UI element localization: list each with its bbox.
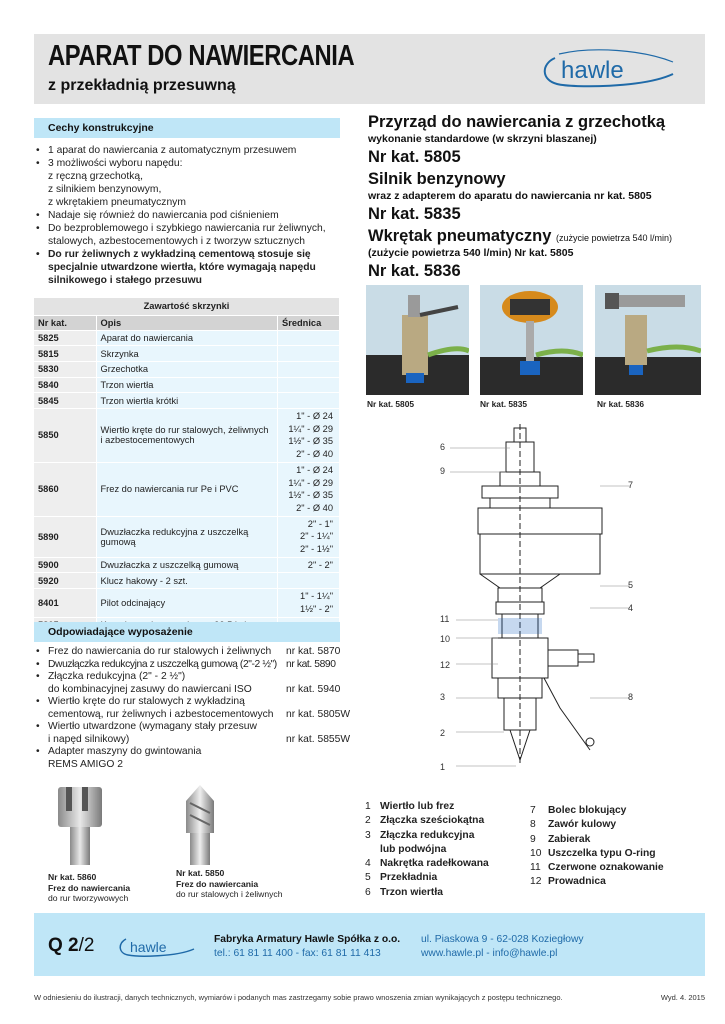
callout-label: 4 [628, 603, 634, 613]
part-name: Prowadnica [548, 876, 606, 888]
page-subtitle: z przekładnią przesuwną [48, 77, 236, 94]
cell-desc: Wiertło kręte do rur stalowych, żeliwnych i azbestocementowych [96, 409, 278, 463]
cell-desc: Trzon wiertła krótki [96, 393, 278, 409]
part-number: 1 [365, 801, 371, 812]
cutter-5860-image [52, 783, 108, 869]
part-number: 5 [365, 872, 371, 884]
list-item: • Dwuzłączka redukcyjna z uszczelką gumową (2"-2 ½") nr kat. 5890 [34, 659, 364, 672]
diameter-value: 1½" - 2" [300, 603, 333, 614]
cell-desc: Klucz hakowy - 2 szt. [96, 573, 278, 589]
callout-label: 1 [440, 762, 446, 772]
cell-nr: 5890 [34, 516, 96, 557]
list-item: • 3 możliwości wyboru napędu: [34, 157, 344, 170]
contents-table [34, 298, 340, 633]
variant-1-nr: Nr kat. 5805 [368, 148, 461, 166]
cell-diameter [278, 557, 340, 573]
cell-nr: 5845 [34, 393, 96, 409]
part-item [365, 814, 489, 828]
cell-desc: Frez do nawiercania rur Pe i PVC [96, 462, 278, 516]
cell-diameter [278, 361, 340, 377]
table-row [34, 330, 340, 346]
page-header [34, 34, 705, 104]
list-item: z ręczną grzechotką, [48, 171, 144, 182]
list-item: • Wiertło utwardzone (wymagany stały przesuw [34, 721, 364, 734]
technical-drawing [440, 420, 660, 800]
list-item: specjalnie utwardzone wiertła, które wymagają napędu [48, 262, 316, 273]
photo-caption: Nr kat. 5835 [480, 399, 528, 409]
part-number: 9 [530, 833, 536, 845]
variant-2-title: Silnik benzynowy [368, 170, 506, 188]
callout-label: 12 [440, 660, 451, 670]
part-number: 4 [365, 858, 371, 870]
list-item: do kombinacyjnej zasuwy do nawiercani ISO nr kat. 5940 [48, 683, 341, 695]
cell-diameter [278, 462, 340, 516]
list-item: • Nadaje się również do nawiercania pod ciśnieniem [34, 209, 344, 222]
cell-nr: 5860 [34, 462, 96, 516]
variant-3-note: (zużycie powietrza 540 l/min) [556, 233, 673, 243]
callout-label: 7 [628, 480, 634, 490]
cell-diameter [278, 330, 340, 346]
part-item [365, 843, 489, 857]
part-item [530, 861, 664, 875]
parts-list-right [530, 804, 664, 890]
part-name: Złączka sześciokątna [380, 815, 485, 827]
part-name: Zabierak [548, 833, 591, 845]
table-row [34, 557, 340, 573]
cell-desc: Trzon wiertła [96, 377, 278, 393]
variant-2-nr: Nr kat. 5835 [368, 205, 461, 223]
company-contact [214, 933, 400, 961]
part-number: 8 [530, 819, 536, 831]
column-header-desc: Opis [96, 315, 278, 330]
logo-text: hawle [561, 57, 624, 84]
diameter-value: 1" - Ø 24 [296, 411, 333, 422]
diameter-value: 1¼" - Ø 29 [288, 423, 333, 434]
company-web: www.hawle.pl - info@hawle.pl [421, 948, 558, 959]
part-number: 10 [530, 847, 542, 859]
table-row [34, 462, 340, 516]
table-row [34, 346, 340, 362]
company-phone: tel.: 61 81 11 400 - fax: 61 81 11 413 [214, 948, 381, 959]
cell-nr: 5830 [34, 361, 96, 377]
variant-1-title: Przyrząd do nawiercania z grzechotką [368, 113, 666, 131]
diameter-value: 1¼" - Ø 29 [288, 477, 333, 488]
callout-label: 10 [440, 634, 451, 644]
part-name: lub podwójna [380, 843, 447, 855]
part-number: 11 [530, 862, 541, 874]
list-item: • 1 aparat do nawiercania z automatycznym przesuwem [34, 144, 344, 157]
photo-caption: Nr kat. 5836 [597, 399, 645, 409]
hawle-logo [116, 931, 198, 961]
variant-1-subtitle: wykonanie standardowe (w skrzyni blaszanej) [368, 133, 597, 145]
part-item [365, 829, 489, 843]
footer [34, 913, 705, 976]
diameter-value: 2" - 2" [307, 559, 333, 570]
company-name: Fabryka Armatury Hawle Spółka z o.o. [214, 934, 401, 945]
part-number: 7 [530, 805, 536, 816]
cell-diameter [278, 516, 340, 557]
table-row [34, 589, 340, 617]
logo-text: hawle [130, 939, 167, 955]
cell-nr: 8401 [34, 589, 96, 617]
accessories-list [34, 646, 364, 771]
cell-nr: 5825 [34, 330, 96, 346]
photo-caption: Nr kat. 5805 [367, 399, 415, 409]
callout-label: 5 [628, 580, 634, 590]
diameter-value: 2" - Ø 40 [296, 449, 333, 460]
company-address: ul. Piaskowa 9 - 62-028 Koziegłowy www.hawle.pl - info@hawle.pl [421, 934, 584, 959]
list-item: • Do bezproblemowego i szybkiego nawiercania rur żeliwnych, [34, 222, 344, 235]
cell-nr: 5920 [34, 573, 96, 589]
part-item [365, 800, 489, 814]
cell-nr: 5815 [34, 346, 96, 362]
catalog-number: nr kat. 5855W [286, 733, 351, 745]
part-name: Czerwone oznakowanie [548, 862, 664, 874]
cell-desc: Aparat do nawiercania [96, 330, 278, 346]
column-header-diameter: Średnica [278, 315, 340, 330]
drill-5850-image [180, 783, 220, 869]
cell-desc: Dwuzłaczka z uszczelką gumową [96, 557, 278, 573]
part-name: Wiertło lub frez [380, 801, 455, 812]
catalog-number: nr kat. 5940 [286, 683, 341, 695]
table-row [34, 409, 340, 463]
list-item: z wkrętakiem pneumatycznym [48, 197, 186, 208]
part-number: 12 [530, 876, 542, 888]
diameter-value: 1" - 1¼" [300, 591, 333, 602]
variant-3-subtitle: (zużycie powietrza 540 l/min) Nr kat. 5805 [368, 247, 574, 259]
callout-label: 8 [628, 692, 634, 702]
table-row [34, 573, 340, 589]
part-item [530, 847, 664, 861]
cell-desc: Grzechotka [96, 361, 278, 377]
photo-pneumatic [595, 285, 701, 395]
cell-diameter [278, 377, 340, 393]
part-number: 6 [365, 886, 371, 898]
part-item [365, 886, 489, 900]
list-item: stalowych, azbestocementowych i z tworzyw sztucznych [48, 236, 305, 247]
part-name: Złączka redukcyjna [380, 829, 475, 841]
features-list [34, 144, 344, 287]
table-row [34, 393, 340, 409]
list-item: • Wiertło kręte do rur stalowych z wykładziną [34, 696, 364, 709]
diameter-value: 1" - Ø 24 [296, 464, 333, 475]
cell-diameter [278, 409, 340, 463]
list-item: • Do rur żeliwnych z wykładziną cementową stosuje się [34, 248, 344, 261]
callout-label: 11 [440, 614, 450, 624]
column-header-nr: Nr kat. [34, 315, 96, 330]
part-name: Trzon wiertła [380, 886, 443, 898]
variant-2-subtitle: wraz z adapterem do aparatu do nawiercania nr kat. 5805 [368, 190, 652, 202]
cell-desc: Dwuzłaczka redukcyjna z uszczelką gumową [96, 516, 278, 557]
list-item: i napęd silnikowy) nr kat. 5855W [48, 733, 351, 745]
parts-list-left [365, 800, 489, 900]
callout-label: 9 [440, 466, 446, 476]
diameter-value: 2" - Ø 40 [296, 502, 333, 513]
list-item: • Adapter maszyny do gwintowania [34, 746, 364, 759]
callout-label: 2 [440, 728, 446, 738]
list-item: • Złączka redukcyjna (2" - 2 ½") [34, 671, 364, 684]
disclaimer: W odniesieniu do ilustracji, danych technicznych, wymiarów i podanych mas zastrzegamy sobie prawo wnoszenia zmian wynikających z postępu technicznego. Wyd. 4. 2015 [34, 993, 705, 1002]
cell-nr: 5850 [34, 409, 96, 463]
list-item: z silnikiem benzynowym, [48, 184, 162, 195]
table-body [34, 330, 340, 633]
diameter-value: 2" - 1" [307, 518, 333, 529]
part-item [530, 833, 664, 847]
page-title: APARAT DO NAWIERCANIA [48, 40, 355, 72]
hawle-logo [533, 44, 683, 94]
cell-diameter [278, 393, 340, 409]
accessories-heading: Odpowiadające wyposażenie [34, 622, 340, 642]
callout-label: 3 [440, 692, 446, 702]
page-number: Q 2/2 [48, 935, 95, 956]
tool-caption-5860: Nr kat. 5860 Frez do nawiercania do rur tworzywowych [48, 872, 131, 903]
part-name: Przekładnia [380, 872, 438, 884]
tool-caption-5850: Nr kat. 5850 Frez do nawiercania do rur stalowych i żeliwnych [176, 868, 283, 899]
catalog-number: nr kat. 5870 [286, 646, 341, 657]
cell-desc: Pilot odcinający [96, 589, 278, 617]
table-row [34, 516, 340, 557]
part-item [530, 875, 664, 889]
list-item: • Frez do nawiercania do rur stalowych i żeliwnych nr kat. 5870 [34, 646, 364, 659]
part-item [530, 818, 664, 832]
table-caption: Zawartość skrzynki [34, 298, 340, 315]
cell-diameter [278, 589, 340, 617]
variant-3-title: Wkrętak pneumatyczny (zużycie powietrza 540 l/min) [368, 227, 673, 245]
diameter-value: 1½" - Ø 35 [288, 490, 333, 501]
callout-label: 6 [440, 442, 446, 452]
diameter-value: 2" - 1¼" [300, 531, 333, 542]
catalog-number: nr kat. 5890 [286, 658, 336, 670]
list-item: cementową, rur żeliwnych i azbestocementowych nr kat. 5805W [48, 708, 351, 720]
variant-3-nr: Nr kat. 5836 [368, 262, 461, 280]
cell-diameter [278, 573, 340, 589]
list-item: REMS AMIGO 2 [48, 758, 123, 770]
diameter-value: 1½" - Ø 35 [288, 436, 333, 447]
part-number: 2 [365, 815, 371, 827]
list-item: silnikowego i stałego przesuwu [48, 275, 202, 286]
edition: Wyd. 4. 2015 [660, 993, 705, 1002]
part-item [365, 871, 489, 885]
part-name: Bolec blokujący [548, 805, 627, 816]
photo-ratchet [366, 285, 469, 395]
catalog-number: nr kat. 5805W [286, 708, 351, 720]
table-row [34, 361, 340, 377]
part-item [365, 857, 489, 871]
cell-diameter [278, 346, 340, 362]
part-item [530, 804, 664, 818]
cell-nr: 5900 [34, 557, 96, 573]
cell-desc: Skrzynka [96, 346, 278, 362]
part-number: 3 [365, 829, 371, 841]
part-name: Nakrętka radełkowana [380, 858, 489, 870]
table-row [34, 377, 340, 393]
part-name: Uszczelka typu O-ring [548, 847, 656, 859]
cell-nr: 5840 [34, 377, 96, 393]
features-heading: Cechy konstrukcyjne [34, 118, 340, 138]
photo-petrol-engine [480, 285, 583, 395]
diameter-value: 2" - 1½" [300, 544, 333, 555]
part-name: Zawór kulowy [548, 819, 617, 831]
